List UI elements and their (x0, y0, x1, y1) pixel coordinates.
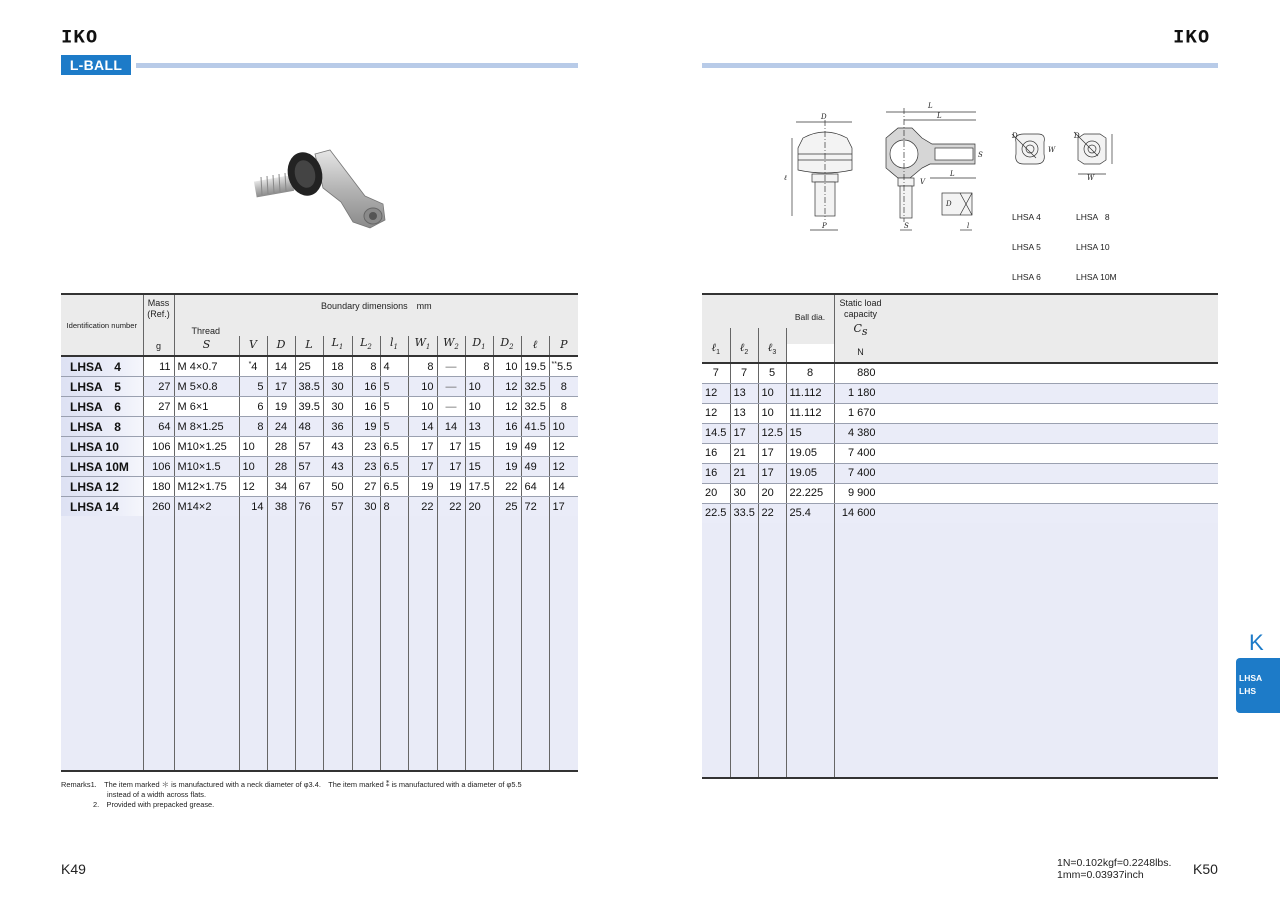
p-cell: 14 (549, 477, 578, 497)
l2-cell: 23 (352, 457, 380, 477)
dim-label-D1: D (1012, 132, 1018, 140)
l1-cell: 36 (323, 417, 352, 437)
id-cell: LHSA 12 (61, 477, 143, 497)
diameter-mark: ** (551, 360, 557, 368)
ball-dia-cell: 19.05 (786, 443, 834, 463)
cs-cell: 1 180 (847, 387, 876, 400)
ell3-cell: 12.5 (758, 423, 786, 443)
d2-cell: 12 (493, 377, 521, 397)
remark-1-cont: instead of a width across flats. (107, 790, 207, 799)
table-row (702, 403, 1218, 423)
ell1-cell: 16 (702, 443, 730, 463)
ell-cell: 49 (521, 437, 549, 457)
w1-cell: 8 (408, 356, 437, 377)
d1-cell: 17.5 (465, 477, 493, 497)
ell-cell: 49 (521, 457, 549, 477)
cs-cell: 1 670 (847, 407, 876, 420)
l1-cell: 43 (323, 437, 352, 457)
l1-cell: 18 (323, 356, 352, 377)
l1-cell: 50 (323, 477, 352, 497)
p-cell: 5.5 (556, 360, 573, 373)
cs-cell: 7 400 (847, 467, 876, 480)
small-l1-cell: 6.5 (380, 437, 408, 457)
group-a-item: LHSA 6 (1012, 272, 1041, 282)
dim-label-V: V (920, 178, 926, 186)
p-cell: 17 (549, 497, 578, 517)
l-cell: 76 (295, 497, 323, 517)
l2-cell: 27 (352, 477, 380, 497)
header-W1: $W_1$ (414, 336, 431, 352)
header-rule-left (136, 63, 578, 68)
l2-cell: 16 (352, 377, 380, 397)
dim-label-P: P (822, 222, 827, 230)
l1-cell: 30 (323, 377, 352, 397)
ell2-cell: 13 (730, 403, 758, 423)
cs-cell: 7 400 (847, 447, 876, 460)
dim-label-D: D (821, 113, 827, 121)
group-b-item: LHSA 8 (1076, 212, 1110, 222)
dim-label-D1b: D (1074, 132, 1080, 140)
dim-label-D2: D (946, 200, 952, 208)
ell-cell: 32.5 (521, 377, 549, 397)
ell3-cell: 17 (758, 443, 786, 463)
dim-label-S2: S (904, 222, 909, 230)
table-filler (61, 516, 578, 771)
group-b-item: LHSA 10 (1076, 242, 1110, 252)
l-cell: 67 (295, 477, 323, 497)
l-cell: 25 (295, 356, 323, 377)
unit-conversion (1057, 857, 1171, 881)
section-index-tab[interactable] (1236, 658, 1280, 713)
product-photo (245, 140, 395, 235)
header-D1: $D_1$ (472, 336, 486, 352)
id-cell: LHSA 10M (61, 457, 143, 477)
table-row (61, 437, 578, 457)
header-ell3: ℓ (767, 341, 773, 354)
technical-drawing (780, 98, 1125, 238)
d2-cell: 12 (493, 397, 521, 417)
ell-cell: 64 (521, 477, 549, 497)
l-cell: 39.5 (295, 397, 323, 417)
header-mass-ref: (Ref.) (147, 309, 170, 319)
ball-dia-cell: 11.112 (786, 383, 834, 403)
d1-cell: 13 (465, 417, 493, 437)
p-cell: 8 (549, 397, 578, 417)
remark-1: Remarks1. The item marked ＊ is manufactured with a neck diameter of φ3.4. The item marked ⁑ is manufactured with a diameter of φ5.5 (61, 780, 522, 789)
d1-cell: 10 (465, 377, 493, 397)
d1-cell: 10 (465, 397, 493, 417)
l2-cell: 23 (352, 437, 380, 457)
l-cell: 57 (295, 437, 323, 457)
thread-cell: M 8×1.25 (174, 417, 239, 437)
w1-cell: 10 (408, 377, 437, 397)
ell-cell: 32.5 (521, 397, 549, 417)
header-ball-dia: Ball dia. (786, 310, 834, 344)
w2-cell: 17 (437, 437, 465, 457)
remark-2: 2. Provided with prepacked grease. (93, 800, 215, 809)
d1-cell: 15 (465, 437, 493, 457)
w2-cell: 17 (437, 457, 465, 477)
thread-cell: M 6×1 (174, 397, 239, 417)
ball-dia-cell: 22.225 (786, 483, 834, 503)
header-l1: $l_1$ (390, 336, 398, 352)
mass-cell: 11 (143, 356, 174, 377)
v-cell: 4 (251, 360, 258, 373)
d2-cell: 22 (493, 477, 521, 497)
header-mass (143, 294, 174, 324)
drawing-group-a (1012, 192, 1041, 292)
mass-cell: 106 (143, 437, 174, 457)
table-row (61, 377, 578, 397)
w2-cell: — (437, 356, 465, 377)
d-cell: 34 (267, 477, 295, 497)
l2-cell: 8 (352, 356, 380, 377)
small-l1-cell: 6.5 (380, 477, 408, 497)
dimensions-table (61, 293, 578, 772)
header-S: S (202, 338, 211, 352)
section-index-letter: K (1249, 630, 1264, 655)
header-ell: ℓ (532, 338, 538, 352)
ball-dia-cell: 11.112 (786, 403, 834, 423)
table-row (702, 383, 1218, 403)
header-static-load-line2: capacity (843, 309, 878, 319)
header-ell1: ℓ (711, 341, 717, 354)
table-row (61, 417, 578, 437)
l2-cell: 19 (352, 417, 380, 437)
table-row (702, 463, 1218, 483)
dim-label-L2: L (937, 112, 942, 120)
ell1-cell: 7 (702, 363, 730, 384)
ell3-cell: 17 (758, 463, 786, 483)
small-l1-cell: 4 (380, 356, 408, 377)
page-number-right: K50 (1193, 861, 1218, 877)
d-cell: 38 (267, 497, 295, 517)
table-row (702, 363, 1218, 384)
table-row (702, 423, 1218, 443)
mass-cell: 64 (143, 417, 174, 437)
ball-dia-cell: 8 (786, 363, 834, 384)
header-cs-sub: s (861, 324, 868, 338)
neck-mark: * (248, 360, 252, 368)
header-ell2-sub: 2 (744, 348, 749, 356)
v-cell: 5 (239, 377, 267, 397)
cs-cell: 14 600 (841, 507, 876, 520)
small-l1-cell: 5 (380, 377, 408, 397)
header-D2: $D_2$ (500, 336, 514, 352)
w2-cell: 14 (437, 417, 465, 437)
w2-cell: — (437, 377, 465, 397)
thread-cell: M10×1.25 (174, 437, 239, 457)
ell-cell: 41.5 (521, 417, 549, 437)
header-mass-label: Mass (147, 298, 170, 308)
table-row (61, 457, 578, 477)
d2-cell: 19 (493, 437, 521, 457)
header-L2: $L_2$ (360, 336, 372, 352)
p-cell: 12 (549, 457, 578, 477)
w2-cell: 19 (437, 477, 465, 497)
iko-logo-right: IKO (1173, 27, 1211, 47)
ell2-cell: 30 (730, 483, 758, 503)
header-W2: $W_2$ (443, 336, 459, 352)
dim-label-W2: W (1087, 174, 1095, 182)
id-cell: LHSA 14 (61, 497, 143, 517)
load-capacity-table (702, 293, 1218, 779)
ell2-cell: 21 (730, 443, 758, 463)
group-b-item: LHSA 10M (1076, 272, 1117, 282)
header-rule-right (702, 63, 1218, 68)
d1-cell: 8 (465, 356, 493, 377)
w1-cell: 10 (408, 397, 437, 417)
id-cell: LHSA 4 (61, 356, 143, 377)
header-static-load (834, 294, 1218, 363)
v-cell: 8 (239, 417, 267, 437)
ell1-cell: 22.5 (702, 503, 730, 523)
table-row (702, 443, 1218, 463)
d-cell: 24 (267, 417, 295, 437)
w1-cell: 17 (408, 457, 437, 477)
l2-cell: 30 (352, 497, 380, 517)
d1-cell: 20 (465, 497, 493, 517)
thread-cell: M 5×0.8 (174, 377, 239, 397)
ell3-cell: 5 (758, 363, 786, 384)
w1-cell: 14 (408, 417, 437, 437)
mass-cell: 260 (143, 497, 174, 517)
v-cell: 12 (239, 477, 267, 497)
id-cell: LHSA 6 (61, 397, 143, 417)
group-a-item: LHSA 5 (1012, 242, 1041, 252)
header-ell1-sub: 1 (716, 348, 720, 356)
l1-cell: 57 (323, 497, 352, 517)
small-l1-cell: 5 (380, 417, 408, 437)
header-V: V (249, 338, 257, 352)
ell1-cell: 12 (702, 383, 730, 403)
d-cell: 28 (267, 457, 295, 477)
ell2-cell: 13 (730, 383, 758, 403)
ell1-cell: 16 (702, 463, 730, 483)
ell2-cell: 7 (730, 363, 758, 384)
id-cell: LHSA 8 (61, 417, 143, 437)
table-row (702, 483, 1218, 503)
p-cell: 8 (549, 377, 578, 397)
index-item-lhsa[interactable]: LHSA (1239, 673, 1263, 683)
header-L: L (305, 338, 313, 352)
dim-label-W1: W (1048, 146, 1056, 154)
d1-cell: 15 (465, 457, 493, 477)
v-cell: 10 (239, 457, 267, 477)
w1-cell: 22 (408, 497, 437, 517)
l1-cell: 30 (323, 397, 352, 417)
ball-dia-cell: 25.4 (786, 503, 834, 523)
ell3-cell: 10 (758, 403, 786, 423)
conversion-length: 1mm=0.03937inch (1057, 869, 1144, 881)
d-cell: 17 (267, 377, 295, 397)
ell-cell: 19.5 (521, 356, 549, 377)
ball-dia-cell: 15 (786, 423, 834, 443)
header-P: P (560, 338, 568, 352)
ell2-cell: 21 (730, 463, 758, 483)
header-thread: Thread (174, 324, 239, 336)
d-cell: 28 (267, 437, 295, 457)
small-l1-cell: 6.5 (380, 457, 408, 477)
w1-cell: 19 (408, 477, 437, 497)
id-cell: LHSA 10 (61, 437, 143, 457)
mass-cell: 180 (143, 477, 174, 497)
small-l1-cell: 8 (380, 497, 408, 517)
ell2-cell: 33.5 (730, 503, 758, 523)
header-load-unit: N (857, 346, 864, 357)
table-row (61, 477, 578, 497)
w1-cell: 17 (408, 437, 437, 457)
ell1-cell: 20 (702, 483, 730, 503)
d2-cell: 25 (493, 497, 521, 517)
page-number-left: K49 (61, 861, 86, 877)
cs-cell: 9 900 (847, 487, 876, 500)
dim-label-L: L (928, 102, 933, 110)
v-cell: 14 (239, 497, 267, 517)
cs-cell: 4 380 (847, 427, 876, 440)
stud-icon (254, 173, 294, 197)
thread-cell: M10×1.5 (174, 457, 239, 477)
v-cell: 6 (239, 397, 267, 417)
ell2-cell: 17 (730, 423, 758, 443)
header-ell3-sub: 3 (772, 348, 777, 356)
w2-cell: — (437, 397, 465, 417)
table-row (702, 503, 1218, 523)
header-identification-number: Identification number (61, 294, 143, 356)
v-cell: 10 (239, 437, 267, 457)
d-cell: 14 (267, 356, 295, 377)
thread-cell: M 4×0.7 (174, 356, 239, 377)
p-cell: 10 (549, 417, 578, 437)
p-cell: 12 (549, 437, 578, 457)
mass-cell: 106 (143, 457, 174, 477)
ell3-cell: 10 (758, 383, 786, 403)
w2-cell: 22 (437, 497, 465, 517)
index-item-lhs[interactable]: LHS (1239, 686, 1256, 696)
conversion-force: 1N=0.102kgf=0.2248lbs. (1057, 857, 1172, 869)
mass-cell: 27 (143, 377, 174, 397)
section-tag: L-BALL (61, 55, 131, 75)
d2-cell: 10 (493, 356, 521, 377)
dim-label-l1: l (967, 222, 970, 230)
table-row (61, 397, 578, 417)
header-ell2: ℓ (739, 341, 745, 354)
ell-cell: 72 (521, 497, 549, 517)
small-l1-cell: 5 (380, 397, 408, 417)
header-cs-symbol: C (853, 322, 862, 335)
header-mass-unit: g (143, 324, 174, 356)
l2-cell: 16 (352, 397, 380, 417)
id-cell: LHSA 5 (61, 377, 143, 397)
table-filler (702, 523, 1218, 778)
mass-cell: 27 (143, 397, 174, 417)
group-a-item: LHSA 4 (1012, 212, 1041, 222)
cs-cell: 880 (857, 367, 876, 380)
header-boundary-dimensions: Boundary dimensions mm (174, 294, 578, 324)
table-row (61, 356, 578, 377)
d2-cell: 16 (493, 417, 521, 437)
remarks (61, 780, 522, 810)
header-D: D (276, 338, 286, 352)
l-cell: 38.5 (295, 377, 323, 397)
ell1-cell: 12 (702, 403, 730, 423)
dim-label-ell: ℓ (784, 174, 787, 182)
ell1-cell: 14.5 (702, 423, 730, 443)
thread-cell: M12×1.75 (174, 477, 239, 497)
d2-cell: 19 (493, 457, 521, 477)
header-L1: $L_1$ (331, 336, 344, 352)
dim-label-L1: L (950, 170, 955, 178)
l-cell: 57 (295, 457, 323, 477)
ball-dia-cell: 19.05 (786, 463, 834, 483)
iko-logo-left: IKO (61, 27, 99, 47)
ell3-cell: 22 (758, 503, 786, 523)
dim-label-S: S (978, 151, 983, 159)
table-row (61, 497, 578, 517)
d-cell: 19 (267, 397, 295, 417)
header-static-load-line1: Static load (839, 298, 882, 308)
thread-cell: M14×2 (174, 497, 239, 517)
ell3-cell: 20 (758, 483, 786, 503)
l-cell: 48 (295, 417, 323, 437)
l1-cell: 43 (323, 457, 352, 477)
